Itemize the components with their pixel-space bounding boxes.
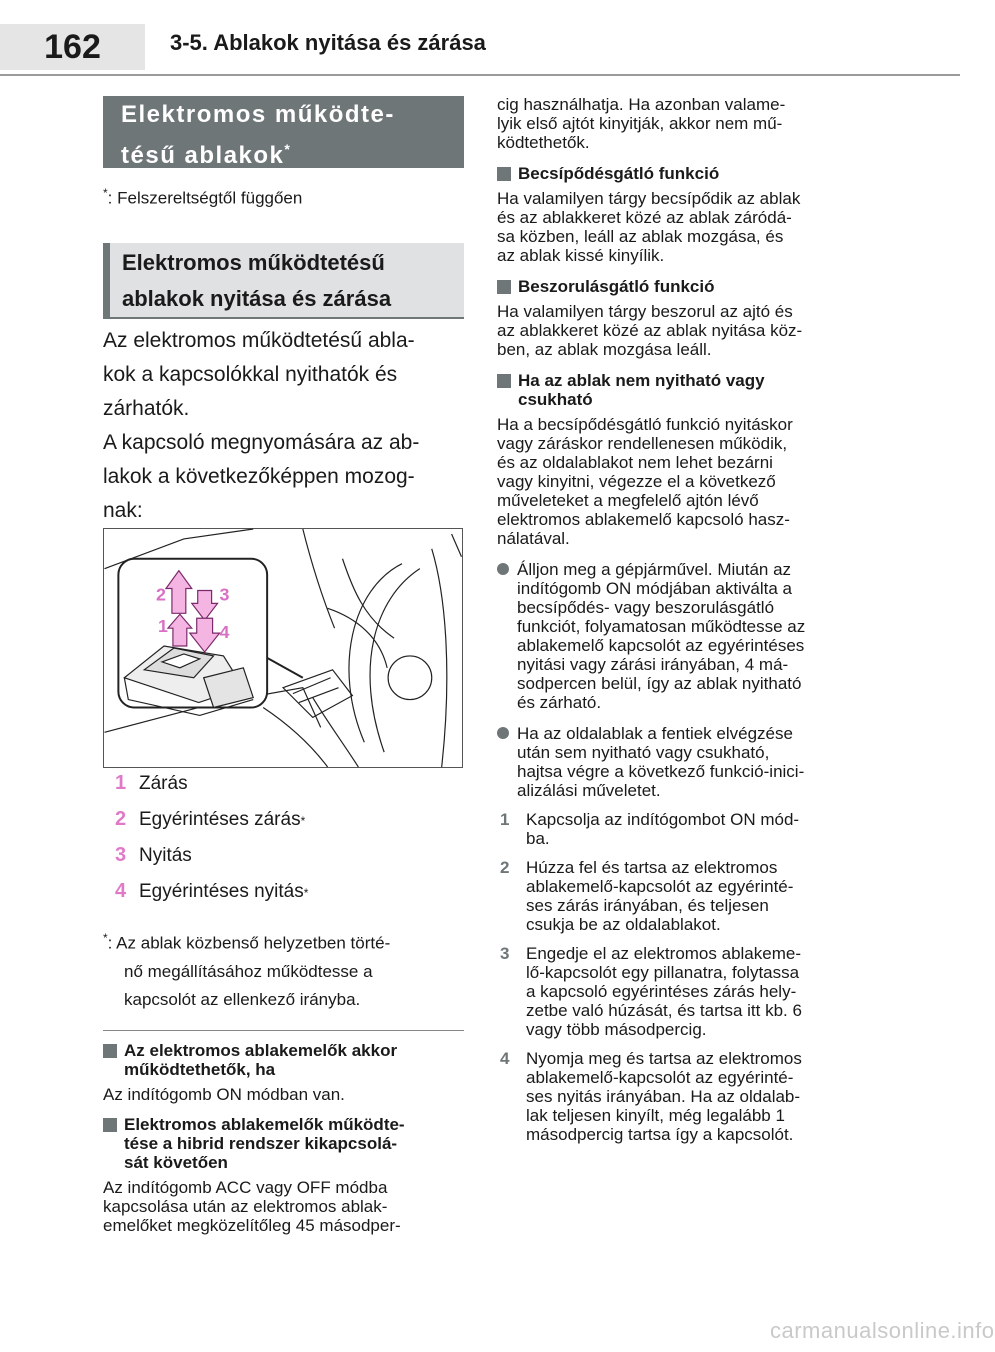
intro-line: A kapcsoló megnyomására az ab-: [103, 431, 420, 454]
page-header: [0, 0, 960, 88]
legend-label: Nyitás: [139, 845, 192, 866]
intro-line: kok a kapcsolókkal nyithatók és: [103, 363, 398, 386]
info-section: [497, 371, 862, 548]
continuation-text: cig használhatja. Ha azonban valame- lyik első ajtót kinyitják, akkor nem mű- ködtethetők.: [497, 95, 786, 152]
footnote-equipment: [103, 186, 302, 209]
info-section: [103, 1041, 468, 1104]
subsection-title-line1: Elektromos működtetésű: [122, 250, 385, 275]
legend-label: Egyérintéses zárás: [139, 809, 301, 830]
page-number: 162: [0, 24, 145, 70]
intro-line: zárhatók.: [103, 397, 190, 420]
illustration-svg: [104, 529, 462, 767]
footnote-line: : Az ablak közbenső helyzetben törté-: [107, 933, 391, 953]
step-item: [497, 1049, 862, 1144]
square-bullet-icon: [497, 374, 511, 388]
intro-line: lakok a következőképpen mozog-: [103, 465, 415, 488]
step-text: Engedje el az elektromos ablakeme- lő-kapcsolót egy pillanatra, folytassa a kapcsoló egyérintéses zárás hely- zetbe való húzását, és tartsa itt kb. 6 vagy több másodpercig.: [526, 944, 802, 1039]
legend-number: 1: [115, 772, 127, 794]
left-info-sections: [103, 1041, 468, 1246]
info-section: [497, 164, 862, 265]
info-heading: Ha az ablak nem nyitható vagy csukható: [518, 371, 765, 409]
info-heading: Elektromos ablakemelők működte- tése a hibrid rendszer kikapcsolá- sát követően: [124, 1115, 405, 1172]
legend-number: 3: [115, 844, 127, 866]
legend-marker: *: [303, 886, 309, 900]
footnote-marker: *: [103, 931, 108, 945]
info-section: [497, 277, 862, 359]
info-text: Az indítógomb ACC vagy OFF módba kapcsolása után az elektromos ablak- emelőket megközelítőleg 45 másodper-: [103, 1178, 401, 1235]
figure-label-2: 2: [156, 584, 167, 605]
section-title-marker: *: [284, 141, 292, 157]
chapter-title: 3-5. Ablakok nyitása és zárása: [170, 30, 486, 55]
section-title-box: [103, 96, 464, 168]
intro-line: Az elektromos működtetésű abla-: [103, 329, 415, 352]
legend-number: 4: [115, 880, 127, 902]
info-text: Az indítógomb ON módban van.: [103, 1085, 345, 1104]
square-bullet-icon: [103, 1044, 117, 1058]
footnote-line: nő megállításához működtesse a: [124, 961, 373, 981]
figure-legend: [103, 772, 463, 916]
round-bullet-icon: [497, 727, 509, 739]
intro-paragraph: [103, 324, 468, 528]
figure-label-4: 4: [219, 622, 230, 643]
watermark: carmanualsonline.info: [770, 1318, 995, 1343]
subsection-title-box: [103, 243, 464, 319]
section-title-line2: tésű ablakok: [121, 142, 285, 169]
step-text: Húzza fel és tartsa az elektromos ablakemelő-kapcsolót az egyérinté- ses zárás irányában, és teljesen csukja be az oldalablakot.: [526, 858, 794, 934]
intro-line: nak:: [103, 499, 143, 522]
step-text: Nyomja meg és tartsa az elektromos ablakemelő-kapcsolót az egyérinté- ses nyitás irányában. Ha az oldalab- lak teljesen kinyílt, még legalább 1 másodpercig tartsa így a kapcsolót.: [526, 1049, 802, 1144]
step-number: 4: [500, 1049, 510, 1068]
step-number: 3: [500, 944, 510, 963]
subsection-title-line2: ablakok nyitása és zárása: [122, 286, 392, 311]
legend-item: [103, 880, 463, 916]
square-bullet-icon: [497, 280, 511, 294]
legend-label: Egyérintéses nyitás: [139, 881, 304, 902]
step-number: 2: [500, 858, 510, 877]
bullet-item: [497, 724, 862, 800]
right-column: [497, 95, 862, 1144]
square-bullet-icon: [103, 1118, 117, 1132]
info-text: Ha valamilyen tárgy beszorul az ajtó és az ablakkeret közé az ablak nyitása köz- ben, az ablak mozgása leáll.: [497, 302, 803, 359]
footnote-text: : Felszereltségtől függően: [107, 188, 303, 208]
bullet-text: Álljon meg a gépjárművel. Miután az indítógomb ON módjában aktiválta a becsípődés- vagy beszorulásgátló funkciót, folyamatosan működtesse az ablakemelő kapcsolót az egyérintéses nyitási vagy zárási irányában, 4 má- sodpercen belül, így az ablak nyitható és zárható.: [517, 560, 806, 712]
legend-item: [103, 844, 463, 880]
bullet-text: Ha az oldalablak a fentiek elvégzése után sem nyitható vagy csukható, hajtsa végre a következő funkció-inici- alizálási műveletet.: [517, 724, 805, 800]
info-heading: Az elektromos ablakemelők akkor működtethetők, ha: [124, 1041, 398, 1079]
step-item: [497, 858, 862, 934]
footnote-line: kapcsolót az ellenkező irányba.: [124, 989, 361, 1009]
info-text: Ha a becsípődésgátló funkció nyitáskor vagy záráskor rendellenesen működik, és az oldalablakot nem lehet bezárni vagy kinyitni, végezze el a következő műveleteket a megfelelő ajtón lévő elektromos ablakemelő kapcsoló hasz- nálatával.: [497, 415, 793, 548]
figure-label-3: 3: [219, 584, 230, 605]
step-text: Kapcsolja az indítógombot ON mód- ba.: [526, 810, 800, 848]
info-text: Ha valamilyen tárgy becsípődik az ablak és az ablakkeret közé az ablak záródá- sa közben, leáll az ablak mozgása, és az ablak kissé kinyílik.: [497, 189, 801, 265]
step-item: [497, 810, 862, 848]
window-switch-illustration: [103, 528, 463, 768]
legend-label: Zárás: [139, 773, 188, 794]
section-title-line1: Elektromos működte-: [121, 101, 395, 128]
legend-number: 2: [115, 808, 127, 830]
info-section: [103, 1115, 468, 1235]
figure-label-1: 1: [158, 616, 168, 637]
info-heading: Becsípődésgátló funkció: [518, 164, 720, 183]
step-item: [497, 944, 862, 1039]
legend-marker: *: [300, 814, 306, 828]
info-heading: Beszorulásgátló funkció: [518, 277, 715, 296]
footnote-stop-midway: [103, 924, 453, 1014]
footnote-marker: *: [103, 186, 108, 200]
legend-item: [103, 772, 463, 808]
legend-item: [103, 808, 463, 844]
section-divider: [103, 1030, 464, 1031]
bullet-item: [497, 560, 862, 712]
square-bullet-icon: [497, 167, 511, 181]
round-bullet-icon: [497, 563, 509, 575]
step-number: 1: [500, 810, 510, 829]
header-divider: [0, 74, 960, 76]
